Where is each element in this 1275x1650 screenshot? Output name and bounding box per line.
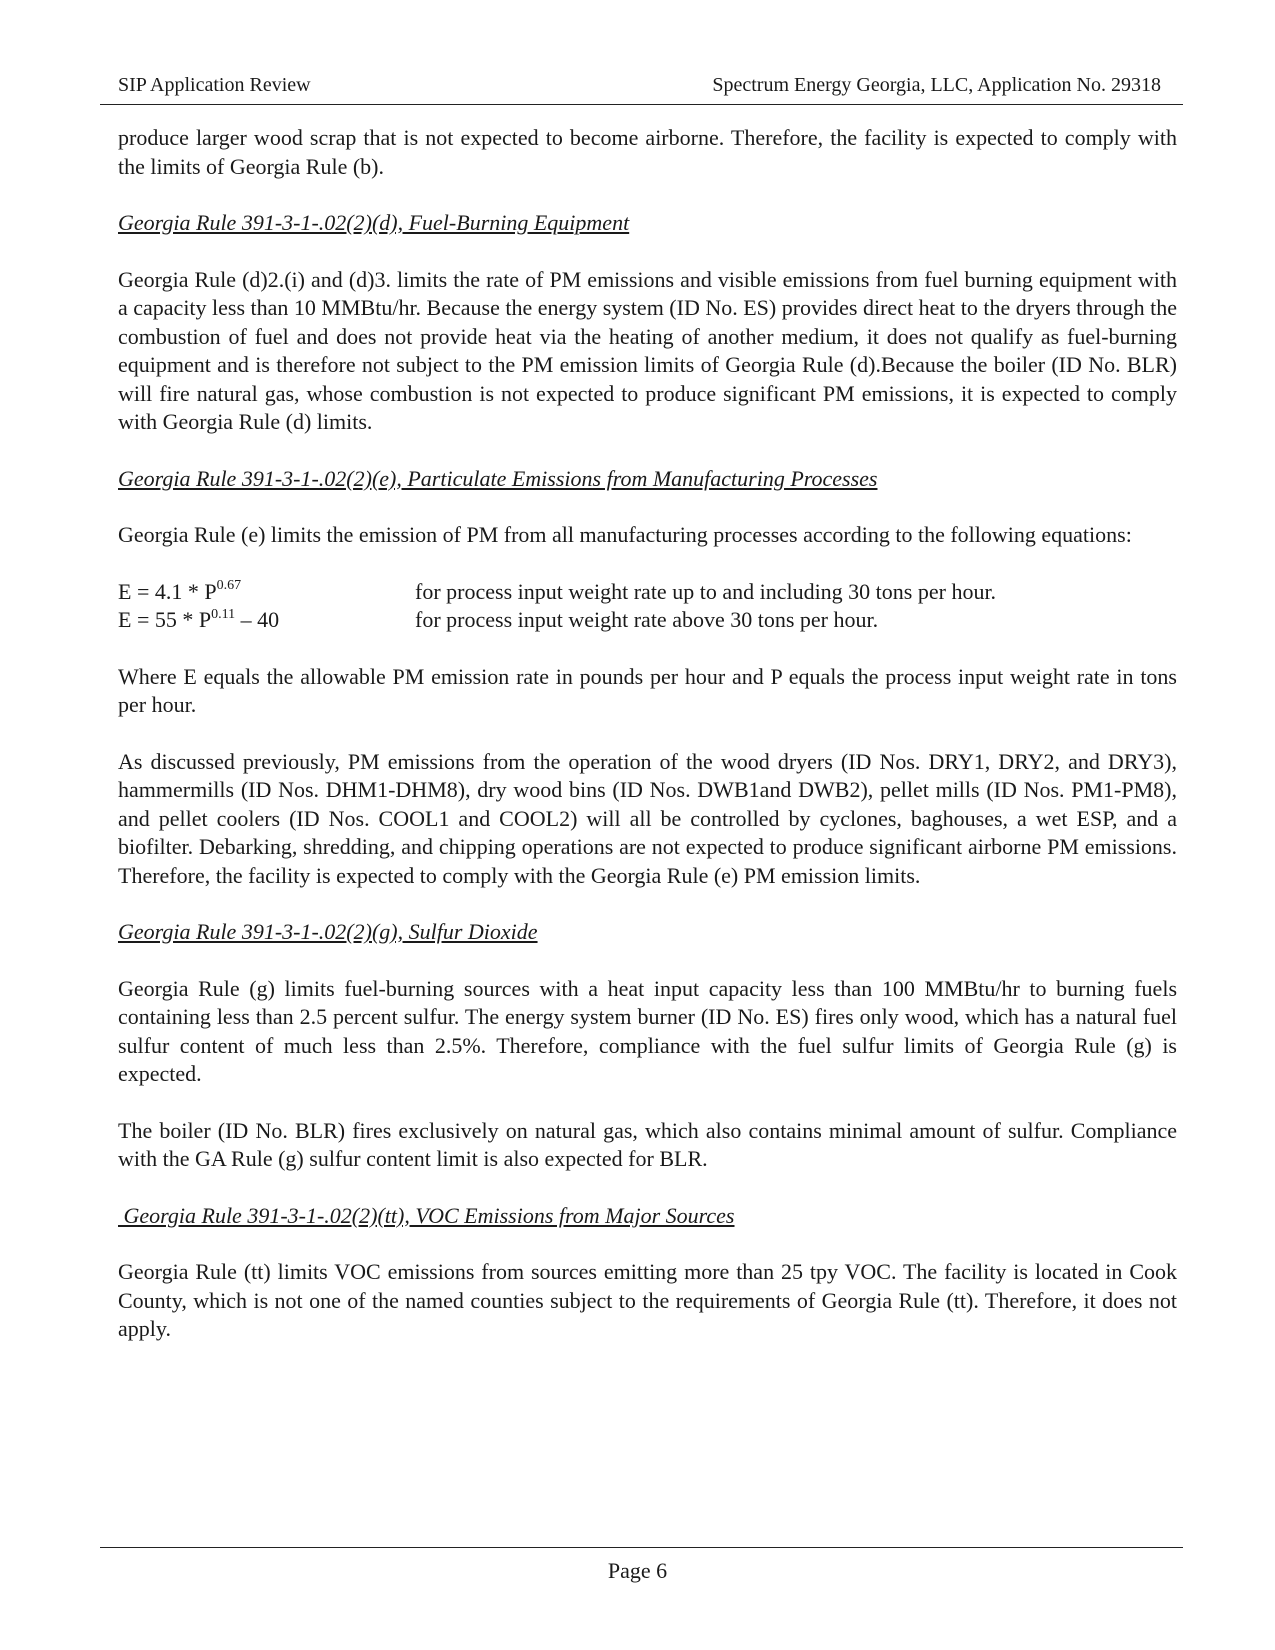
page-number: Page 6 (607, 1558, 668, 1583)
header-document-title: SIP Application Review (118, 74, 311, 96)
equation-block (118, 578, 1177, 635)
equation-formula-1: $E = 4.1 * P^{0.67}$ (118, 578, 242, 604)
header-application-info: Spectrum Energy Georgia, LLC, Application No. 29318 (712, 74, 1161, 96)
paragraph-equation-definitions: Where E equals the allowable PM emission rate in pounds per hour and P equals the process input weight rate in tons per hour. (118, 663, 1177, 717)
equation-row-1 (118, 578, 1177, 607)
equation-description-2: for process input weight rate above 30 tons per hour. (415, 607, 879, 632)
paragraph-rule-tt: Georgia Rule (tt) limits VOC emissions from sources emitting more than 25 tpy VOC. The facility is located in Cook County, which is not one of the named counties subject to the requirements of Georgia Rule (tt). Therefore, it does not apply. (118, 1259, 1177, 1341)
equation-row-2 (118, 606, 1177, 635)
footer-rule (100, 1547, 1183, 1548)
equation-exponent-1: 0.67 (216, 578, 242, 594)
paragraph-rule-d: Georgia Rule (d)2.(i) and (d)3. limits the rate of PM emissions and visible emissions from fuel burning equipment with a capacity less than 10 MMBtu/hr. Because the energy system (ID No. ES) provides direct heat to the dryers through the combustion of fuel and does not provide heat via the heating of another medium, it does not qualify as fuel-burning equipment and is therefore not subject to the PM emission limits of Georgia Rule (d).Because the boiler (ID No. BLR) will fire natural gas, whose combustion is not expected to produce significant PM emissions, it is expected to comply with Georgia Rule (d) limits. (118, 266, 1177, 434)
equation-formula-2: $E = 55 * P^{0.11} - 40$ (118, 606, 280, 632)
section-heading-rule-d: Georgia Rule 391-3-1-.02(2)(d), Fuel-Burning Equipment (118, 210, 630, 235)
section-heading-rule-g: Georgia Rule 391-3-1-.02(2)(g), Sulfur Dioxide (118, 919, 538, 944)
paragraph-rule-g-boiler: The boiler (ID No. BLR) fires exclusively on natural gas, which also contains minimal amount of sulfur. Compliance with the GA Rule (g) sulfur content limit is also expected for BLR. (118, 1117, 1177, 1171)
paragraph-rule-e-intro: Georgia Rule (e) limits the emission of PM from all manufacturing processes according to the following equations: (118, 522, 1132, 547)
document-body (118, 124, 1177, 1372)
equation-description-1: for process input weight rate up to and including 30 tons per hour. (415, 578, 997, 604)
paragraph-rule-e-compliance: As discussed previously, PM emissions from the operation of the wood dryers (ID Nos. DRY1, DRY2, and DRY3), hammermills (ID Nos. DHM1-DHM8), dry wood bins (ID Nos. DWB1and DWB2), pellet mills (ID Nos. PM1-PM8), and pellet coolers (ID Nos. COOL1 and COOL2) will all be controlled by cyclones, baghouses, a wet ESP, and a biofilter. Debarking, shredding, and chipping operations are not expected to produce significant airborne PM emissions. Therefore, the facility is expected to comply with the Georgia Rule (e) PM emission limits. (118, 748, 1177, 888)
paragraph-rule-b-conclusion: produce larger wood scrap that is not expected to become airborne. Therefore, the facility is expected to comply with the limits of Georgia Rule (b). (118, 125, 1177, 179)
equation-exponent-2: 0.11 (211, 606, 236, 622)
paragraph-rule-g: Georgia Rule (g) limits fuel-burning sources with a heat input capacity less than 100 MMBtu/hr to burning fuels containing less than 2.5 percent sulfur. The energy system burner (ID No. ES) fires only wood, which has a natural fuel sulfur content of much less than 2.5%. Therefore, compliance with the fuel sulfur limits of Georgia Rule (g) is expected. (118, 975, 1177, 1086)
page-header (100, 72, 1183, 105)
section-heading-rule-e: Georgia Rule 391-3-1-.02(2)(e), Particulate Emissions from Manufacturing Processes (118, 465, 878, 491)
section-heading-rule-tt: Georgia Rule 391-3-1-.02(2)(tt), VOC Emissions from Major Sources (118, 1202, 735, 1228)
